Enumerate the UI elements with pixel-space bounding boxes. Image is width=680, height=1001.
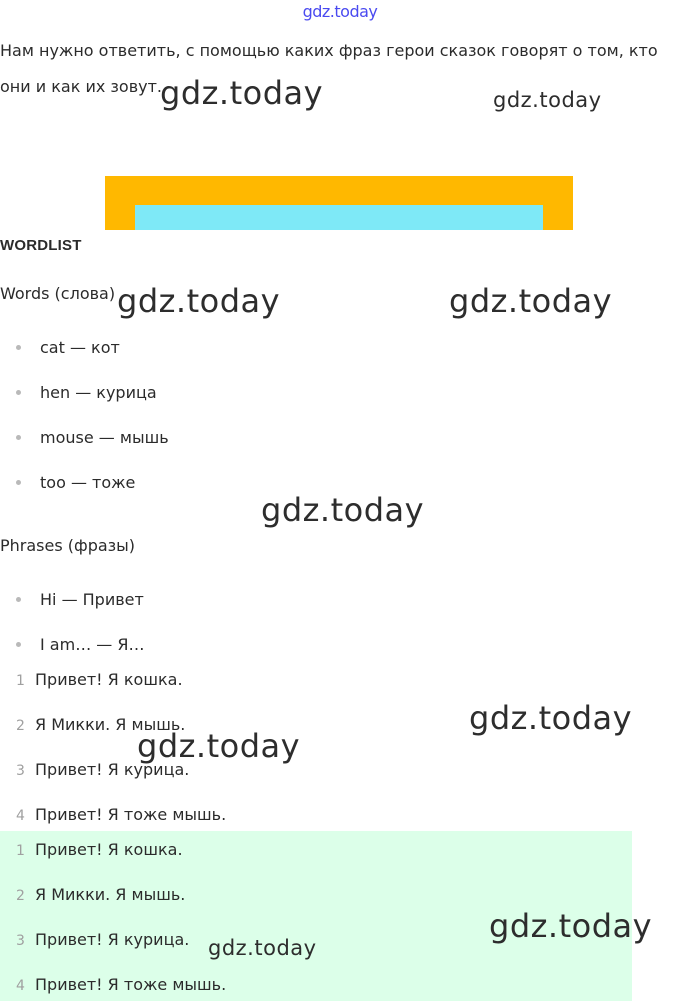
phrases-heading: Phrases (фразы) (0, 536, 136, 555)
item-number: 2 (16, 888, 25, 904)
wordlist-heading: WORDLIST (0, 237, 82, 254)
item-text: Привет! Я кошка. (35, 840, 183, 859)
item-text: Я Микки. Я мышь. (35, 885, 186, 904)
watermark: gdz.today (469, 699, 633, 737)
answer-item (16, 930, 189, 949)
phrase-text: I am… — Я… (40, 635, 145, 654)
bullet-icon (16, 642, 21, 647)
word-text: too — тоже (40, 473, 136, 492)
watermark: gdz.today (137, 727, 301, 765)
item-number: 1 (16, 843, 25, 859)
words-heading: Words (слова) (0, 284, 116, 303)
intro-line-2: они и как их зовут. (0, 77, 162, 96)
item-number: 2 (16, 718, 25, 734)
watermark: gdz.today (493, 88, 602, 112)
word-text: hen — курица (40, 383, 157, 402)
item-number: 1 (16, 673, 25, 689)
answer-item (16, 975, 226, 994)
watermark: gdz.today (449, 282, 613, 320)
phrase-item (16, 590, 144, 609)
watermark: gdz.today (261, 491, 425, 529)
phrase-item (16, 635, 144, 654)
bullet-icon (16, 345, 21, 350)
item-number: 4 (16, 978, 25, 994)
answer-item (16, 840, 183, 859)
word-item (16, 383, 157, 402)
word-item (16, 428, 169, 447)
item-text: Привет! Я тоже мышь. (35, 975, 227, 994)
bullet-icon (16, 435, 21, 440)
banner-image-inner (135, 205, 543, 230)
watermark: gdz.today (489, 907, 653, 945)
intro-line-1: Нам нужно ответить, с помощью каких фраз герои сказок говорят о том, кто (0, 41, 658, 60)
bullet-icon (16, 480, 21, 485)
phrase-text: Hi — Привет (40, 590, 144, 609)
translation-item (16, 670, 183, 689)
word-item (16, 473, 135, 492)
word-item (16, 338, 120, 357)
item-number: 4 (16, 808, 25, 824)
item-text: Привет! Я кошка. (35, 670, 183, 689)
bullet-icon (16, 597, 21, 602)
top-watermark: gdz.today (302, 2, 378, 21)
answer-item (16, 885, 185, 904)
item-number: 3 (16, 763, 25, 779)
word-text: mouse — мышь (40, 428, 169, 447)
item-text: Привет! Я тоже мышь. (35, 805, 227, 824)
watermark: gdz.today (160, 74, 324, 112)
translation-item (16, 805, 226, 824)
watermark: gdz.today (117, 282, 281, 320)
item-text: Привет! Я курица. (35, 760, 190, 779)
bullet-icon (16, 390, 21, 395)
word-text: cat — кот (40, 338, 120, 357)
item-number: 3 (16, 933, 25, 949)
watermark: gdz.today (208, 936, 317, 960)
item-text: Привет! Я курица. (35, 930, 190, 949)
item-text: Я Микки. Я мышь. (35, 715, 186, 734)
